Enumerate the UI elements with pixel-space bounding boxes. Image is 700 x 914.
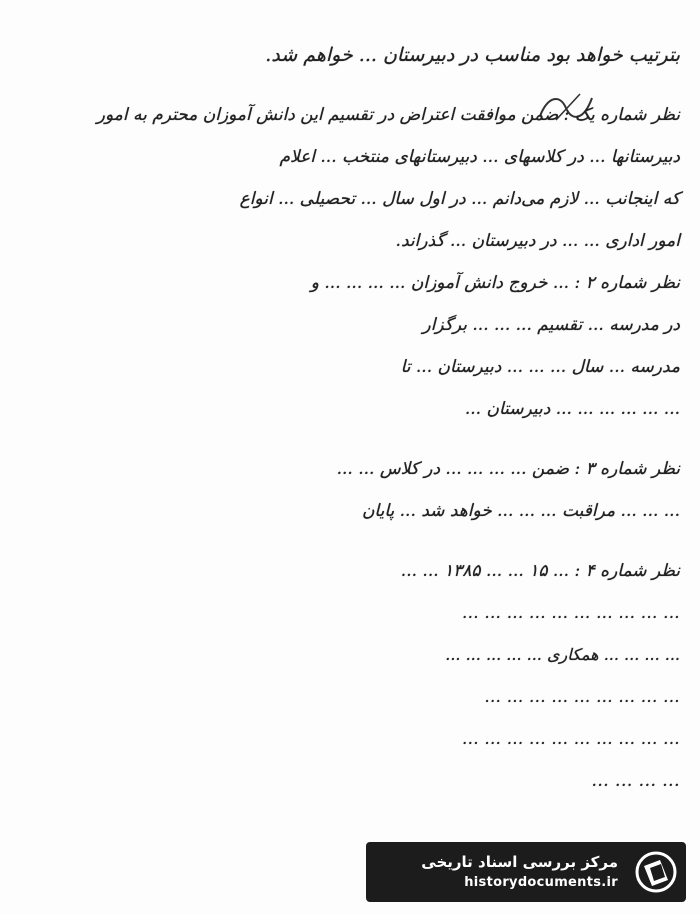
letter-line-text: ... ... ... ... ... ... ... ... ... ...: [462, 729, 680, 748]
letter-line-text: ... ... ... ...: [591, 771, 680, 791]
watermark-banner: [366, 842, 686, 902]
letter-line: [40, 724, 680, 760]
letter-line: [40, 226, 680, 262]
letter-line: [40, 352, 680, 388]
archive-logo-icon: [634, 850, 678, 894]
letter-line-text: ... ... ... ... ... ... ... ... ... ...: [462, 603, 680, 622]
letter-line: [40, 100, 680, 136]
watermark-text-block: [366, 851, 624, 893]
letter-line: [40, 310, 680, 346]
letter-line: [40, 682, 680, 718]
letter-line: [40, 496, 680, 532]
letter-line-text: ... ... ... ... همکاری ... ... ... ... ...: [445, 645, 680, 664]
letter-line-text: نظر شماره ۴ : ... ۱۵ ... ... ۱۳۸۵ ... ...: [400, 561, 680, 581]
letter-line: [40, 454, 680, 490]
letter-line: [40, 142, 680, 178]
letter-line-text: در مدرسه ... تقسیم ... ... ... برگزار: [422, 315, 680, 335]
letter-line-text: ... ... ... ... ... ... دبیرستان ...: [464, 399, 680, 419]
letter-line-text: مدرسه ... سال ... ... ... دبیرستان ... تا: [400, 357, 680, 377]
letter-line: [40, 268, 680, 304]
letter-line-text: که اینجانب ... لازم می‌دانم ... در اول سال ... تحصیلی ... انواع: [239, 189, 680, 209]
letter-line: [40, 184, 680, 220]
letter-line-text: بترتیب خواهد بود مناسب در دبیرستان ... خواهم شد.: [265, 44, 680, 66]
letter-line: [40, 640, 680, 676]
letter-line-text: ... ... ... ... ... ... ... ... ...: [484, 687, 680, 706]
letter-line: [40, 40, 680, 76]
letter-line: [40, 766, 680, 802]
letter-line-text: دبیرستانها ... در کلاسهای ... دبیرستانهای منتخب ... اعلام: [279, 147, 680, 167]
handwritten-letter: [30, 40, 680, 808]
letter-line-text: نظر شماره ۲ : ... خروج دانش آموزان ... ... ... ... و: [310, 273, 680, 293]
watermark-url: historydocuments.ir: [464, 875, 618, 890]
letter-line: [40, 394, 680, 430]
watermark-org-name: مرکز بررسی اسناد تاریخی: [421, 853, 618, 871]
letter-line-text: امور اداری ... ... در دبیرستان ... گذراند.: [395, 231, 680, 251]
letter-line-text: نظر شماره ۳ : ضمن ... ... ... ... در کلاس ... ...: [336, 459, 680, 479]
letter-line-text: نظر شماره یک : ضمن موافقت اعتراض در تقسیم این دانش آموزان محترم به امور: [96, 105, 680, 125]
letter-line: [40, 556, 680, 592]
letter-line-text: ... ... ... مراقبت ... ... ... خواهد شد ... پایان: [361, 501, 680, 521]
letter-line: [40, 598, 680, 634]
